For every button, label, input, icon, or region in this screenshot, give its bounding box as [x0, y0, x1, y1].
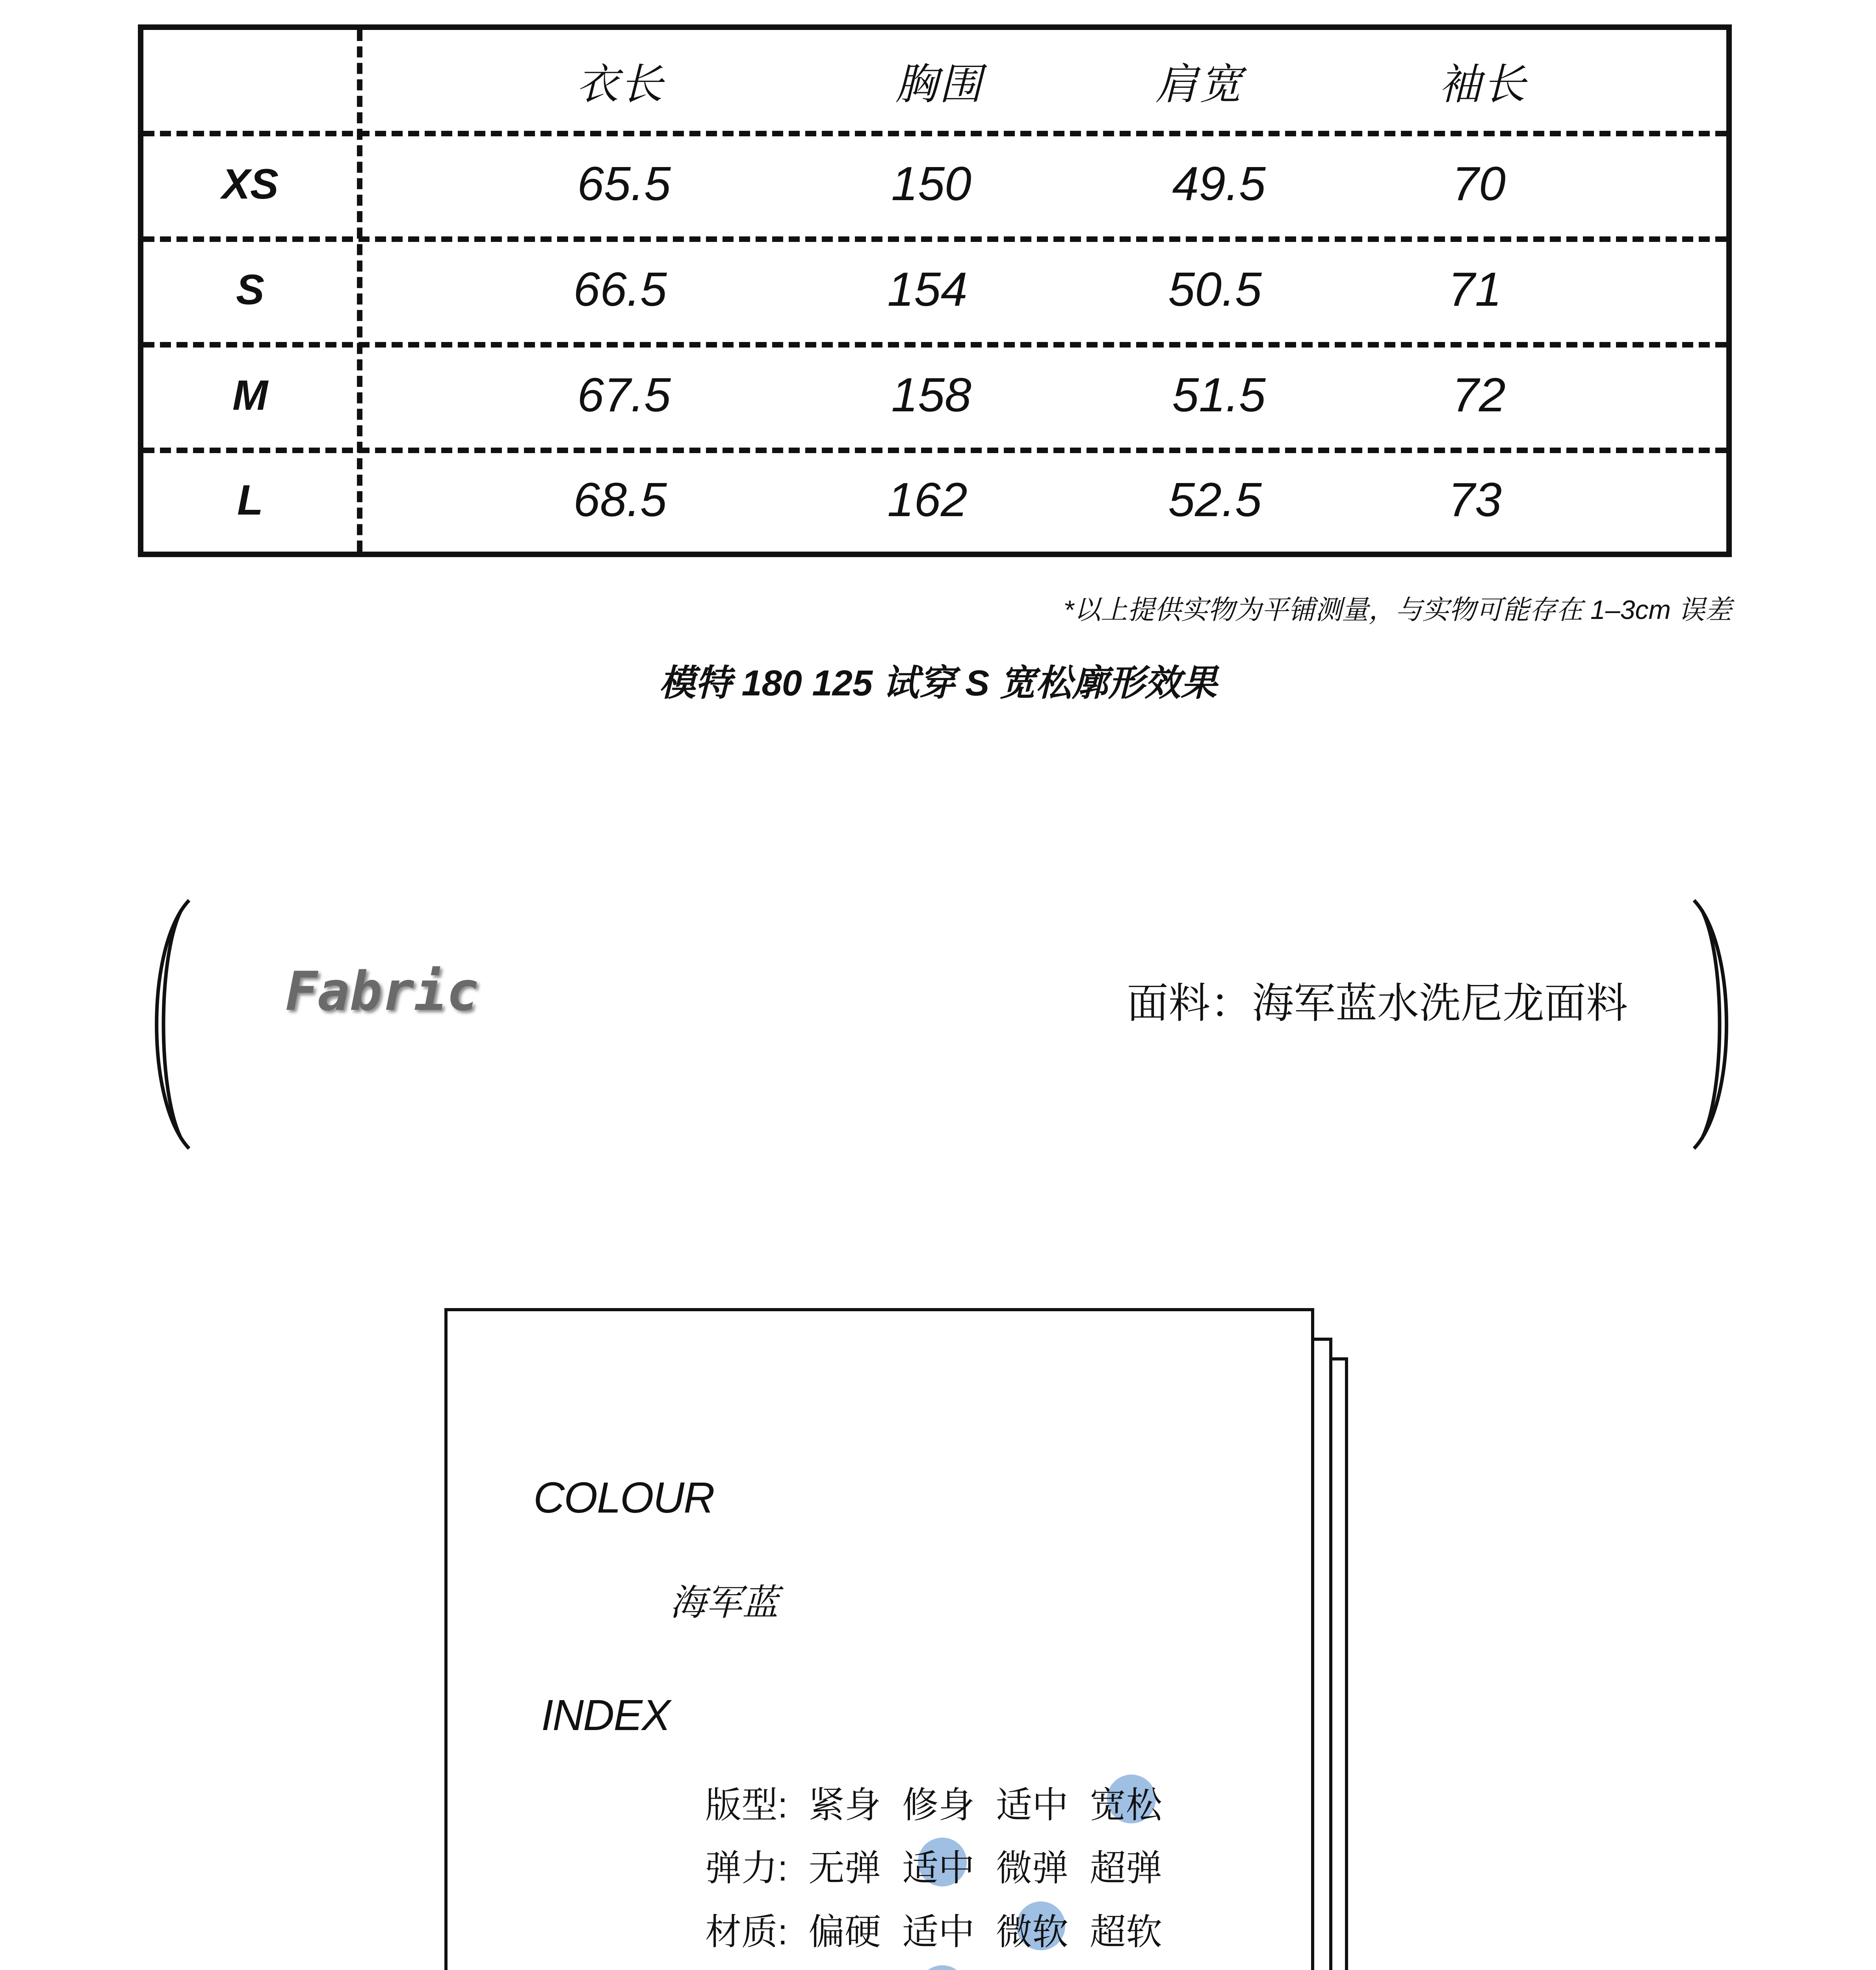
index-option: 宽松 [1090, 1785, 1163, 1825]
table-cell: 158 [891, 368, 971, 422]
index-option: 无弹 [808, 1848, 881, 1888]
column-header-shoulder: 肩宽 [1155, 60, 1243, 108]
table-cell: 73 [1448, 473, 1502, 526]
fabric-description: 面料：海军蓝水洗尼龙面料 [1127, 980, 1628, 1027]
table-cell: 68.5 [573, 473, 667, 526]
index-option: 修身 [902, 1785, 975, 1825]
index-option: 紧身 [808, 1785, 881, 1825]
table-cell: 162 [887, 473, 968, 526]
table-cell: 50.5 [1168, 262, 1262, 316]
size-label-s: S [236, 265, 265, 313]
index-option [1090, 1967, 1162, 1970]
index-option: 超软 [1090, 1912, 1163, 1952]
colour-heading: COLOUR [533, 1474, 714, 1522]
table-cell: 52.5 [1168, 473, 1262, 526]
index-option: 偏硬 [808, 1912, 881, 1952]
table-cell: 49.5 [1172, 157, 1266, 210]
index-option: 微软 [996, 1912, 1069, 1952]
size-label-l: L [237, 476, 263, 524]
table-cell: 71 [1448, 262, 1502, 316]
table-cell: 67.5 [577, 368, 671, 422]
index-option: 适中 [996, 1785, 1069, 1825]
index-label: 弹力: [705, 1848, 788, 1888]
table-cell: 150 [891, 157, 971, 210]
index-option [902, 1967, 975, 1970]
column-header-chest: 胸围 [895, 60, 983, 108]
size-column-divider [357, 30, 362, 552]
column-header-sleeve: 袖长 [1438, 60, 1527, 108]
table-cell: 72 [1452, 368, 1506, 422]
table-cell: 65.5 [577, 157, 671, 210]
index-option: 超弹 [1090, 1848, 1163, 1888]
table-cell: 154 [887, 262, 968, 316]
table-cell: 70 [1452, 157, 1506, 210]
index-option: 适中 [902, 1848, 975, 1888]
right-parenthesis-decoration [1690, 898, 1741, 1150]
index-label: 版型: [705, 1785, 788, 1825]
index-option: 微弹 [996, 1848, 1069, 1888]
measurement-note: *以上提供实物为平铺测量，与实物可能存在 1–3cm 误差 [1063, 595, 1732, 625]
model-fit-note: 模特 180 125 试穿 S 宽松廓形效果 [659, 663, 1217, 703]
index-option [808, 1967, 881, 1970]
colour-value: 海军蓝 [670, 1583, 779, 1623]
size-label-xs: XS [221, 160, 279, 208]
column-header-length: 衣长 [576, 60, 664, 108]
fabric-title: Fabric [285, 961, 479, 1023]
table-cell: 66.5 [573, 262, 667, 316]
index-label: 材质: [705, 1912, 788, 1952]
size-table [138, 24, 1732, 557]
left-parenthesis-decoration [142, 898, 193, 1150]
index-option: 适中 [902, 1912, 975, 1952]
index-label [705, 1967, 788, 1970]
size-label-m: M [232, 371, 268, 419]
index-option [996, 1967, 1068, 1970]
index-heading: INDEX [541, 1691, 670, 1740]
table-cell: 51.5 [1172, 368, 1266, 422]
